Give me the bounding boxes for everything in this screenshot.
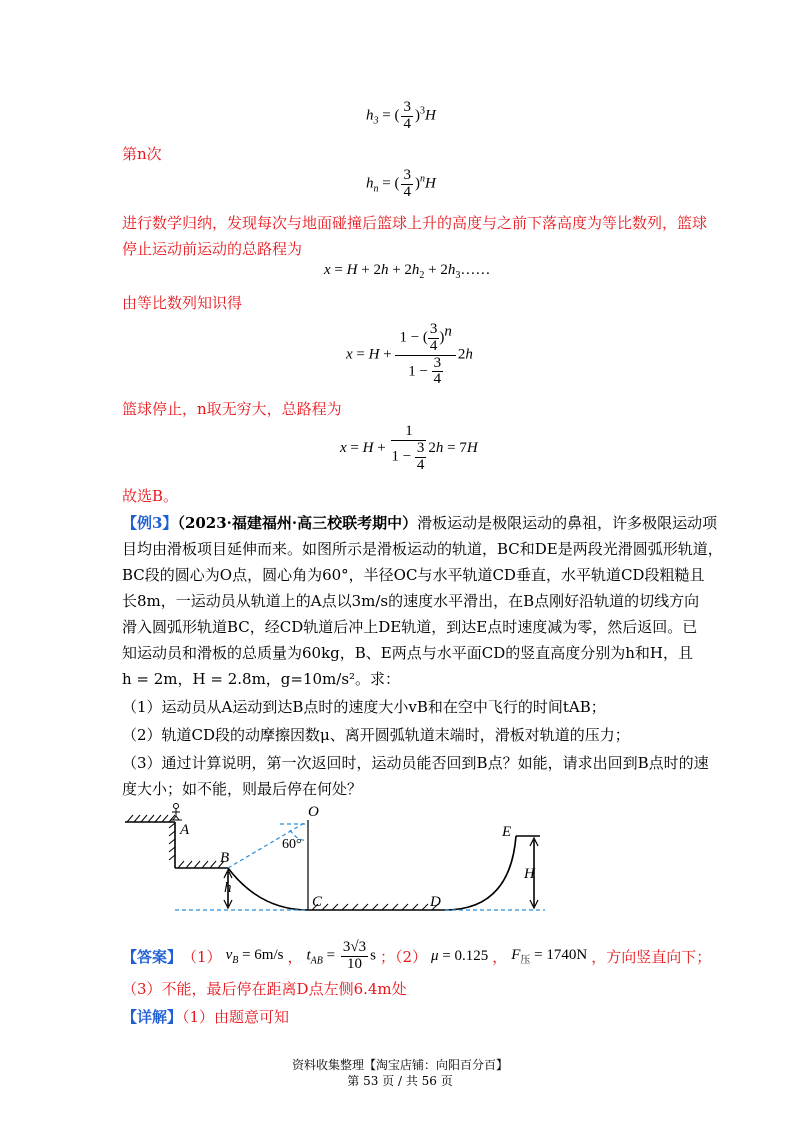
answer-fn: $F_压 = 1740N$	[511, 946, 588, 966]
example-line-5: 知运动员和滑板的总质量为60kg，B、E两点与水平面CD的竖直高度分别为h和H，且	[122, 644, 693, 662]
label-D: D	[430, 894, 441, 910]
nth-label: 第n次	[122, 145, 162, 163]
answer-tag: 【答案】	[122, 947, 183, 966]
skater-icon	[170, 804, 182, 821]
question-1: （1）运动员从A运动到达B点时的速度大小vB和在空中飞行的时间tAB；	[122, 698, 606, 716]
formula-hn: $h_n$ = ( $\frac{3}{4}$ )$^n$H	[366, 167, 436, 200]
answer-part2: ；（2）	[379, 947, 427, 966]
label-C: C	[312, 894, 323, 910]
answer-part3: （3）不能，最后停在距离D点左侧6.4m处	[122, 980, 407, 998]
stop-label: 篮球停止，n取无穷大，总路程为	[122, 400, 342, 418]
detail-tag: 【详解】	[122, 1008, 183, 1026]
answer-part1: （1）	[182, 947, 222, 966]
example-line-4: 滑入圆弧形轨道BC，经CD轨道后冲上DE轨道，到达E点时速度减为零，然后返回。已	[122, 618, 698, 636]
detail-line	[122, 1006, 289, 1027]
example-line-1: 目均由滑板项目延伸而来。如图所示是滑板运动的轨道，BC和DE是两段光滑圆弧形轨道，	[122, 540, 723, 558]
answer-line: 【答案】 （1） $v_B = 6m/s$ ， $t_{AB}$ = $\frac{3√3}{10}$ s ；（2） μ = 0.125 ， $F_压 = 1740N$ ，方向竖直向下；	[122, 939, 712, 972]
induction-line-1: 进行数学归纳，发现每次与地面碰撞后篮球上升的高度与之前下落高度为等比数列，篮球	[122, 214, 708, 232]
question-3-line-2: 度大小；如不能，则最后停在何处？	[122, 780, 363, 798]
answer-tab: $t_{AB}$ = $\frac{3√3}{10}$ s	[306, 939, 376, 972]
induction-line-2: 停止运动前运动的总路程为	[122, 240, 303, 258]
question-2: （2）轨道CD段的动摩擦因数μ、离开圆弧轨道末端时，滑板对轨道的压力；	[122, 726, 630, 744]
label-B: B	[220, 850, 230, 866]
formula-limit: x = H + 1 1 − $\frac{3}{4}$ 2h = 7H	[340, 423, 478, 473]
example-tag: 【例3】	[122, 514, 178, 532]
footer-page: 第 53 页 / 共 56 页	[347, 1074, 453, 1088]
geo-label: 由等比数列知识得	[122, 294, 243, 312]
formula-sum: $x = H + 2h + 2h_2$ + $2h_3\dots\dots$	[324, 262, 491, 281]
formula-h3: $h_3$ = ( $\frac{3}{4}$ )$^3$H	[366, 99, 436, 132]
label-angle: 60°	[282, 837, 302, 852]
example-line-6: h = 2m，H = 2.8m，g=10m/s²。求：	[122, 670, 401, 688]
answer-vb: $v_B = 6m/s$	[225, 946, 284, 966]
formula-geometric: x = H + 1 − ( $\frac{3}{4}$ )$^n$ 1 − $\frac{3}{4}$ 2h	[346, 321, 473, 388]
track-diagram	[120, 800, 560, 918]
label-h: h	[224, 880, 232, 896]
label-H: H	[524, 866, 535, 882]
example-line-2: BC段的圆心为O点，圆心角为60°，半径OC与水平轨道CD垂直，水平轨道CD段粗糙且	[122, 566, 705, 584]
footer-shop: 资料收集整理【淘宝店铺：向阳百分百】	[291, 1058, 508, 1072]
answer-mu: μ = 0.125	[430, 947, 489, 964]
detail-text: （1）由题意可知	[182, 1008, 290, 1026]
example-line-0: 滑板运动是极限运动的鼻祖，许多极限运动项	[417, 514, 718, 532]
question-3-line-1: （3）通过计算说明，第一次返回时，运动员能否回到B点？如能，请求出回到B点时的速	[122, 754, 709, 772]
label-A: A	[180, 822, 190, 838]
example-line-3: 长8m，一运动员从轨道上的A点以3m/s的速度水平滑出，在B点刚好沿轨道的切线方向	[122, 592, 700, 610]
answer-direction: ，方向竖直向下；	[591, 947, 712, 966]
example-header	[122, 512, 717, 533]
example-source: （2023·福建福州·高三校联考期中）	[177, 514, 418, 532]
label-E: E	[502, 824, 512, 840]
label-O: O	[308, 804, 319, 820]
choice-line: 故选B。	[122, 487, 179, 505]
